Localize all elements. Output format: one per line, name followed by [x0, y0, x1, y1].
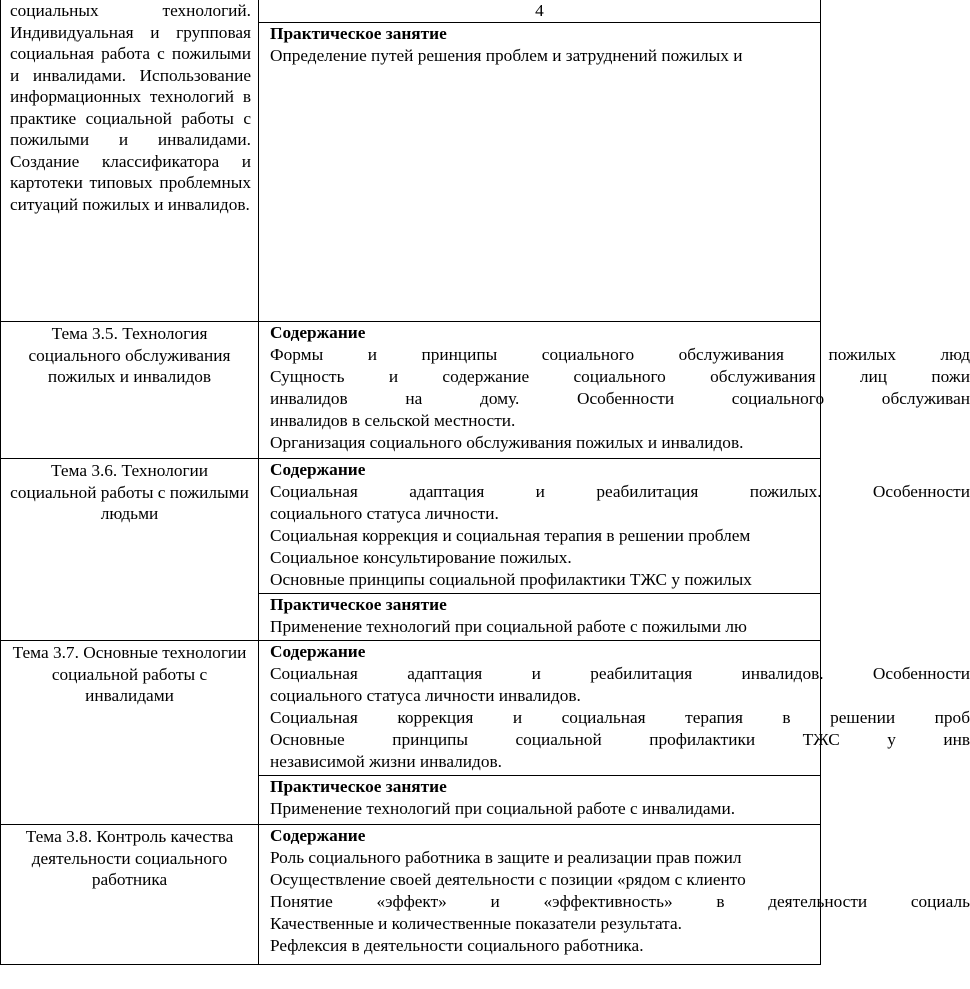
- content-line: Определение путей решения проблем и затруднений пожилых и: [270, 46, 743, 65]
- topic-cell: [1, 641, 259, 825]
- content-line: Осуществление своей деятельности с позиции «рядом с клиенто: [270, 870, 746, 889]
- table-row: [1, 459, 821, 641]
- topic-cell: [1, 825, 259, 965]
- content-line: Применение технологий при социальной работе с инвалидами.: [270, 799, 736, 818]
- content-line: Основные принципы социальной профилактики ТЖС у пожилых: [270, 570, 752, 589]
- content-cell: [259, 459, 970, 641]
- table-row: [1, 641, 821, 825]
- content-block: [259, 22, 820, 69]
- hours-number: 4: [535, 1, 544, 20]
- content-line: Основные принципы социальной профилактики ТЖС у инв: [270, 730, 970, 749]
- block-heading: Практическое занятие: [270, 777, 447, 796]
- content-line: Социальная адаптация и реабилитация пожилых. Особенности: [270, 482, 970, 501]
- content-line: Социальная коррекция и социальная терапия в решении проб: [270, 708, 970, 727]
- topic-cell: [1, 459, 259, 641]
- content-line: Социальная адаптация и реабилитация инвалидов. Особенности: [270, 664, 970, 683]
- content-line: Социальная коррекция и социальная терапия в решении проблем: [270, 526, 751, 545]
- table-row: [1, 0, 821, 322]
- topic-text: Тема 3.5. Технология социального обслуживания пожилых и инвалидов: [28, 324, 231, 386]
- table-row: [1, 825, 821, 965]
- topic-text: Тема 3.6. Технологии социальной работы с пожилыми людьми: [10, 461, 249, 523]
- block-heading: Содержание: [270, 826, 366, 845]
- topic-text: социальных технологий. Индивидуальная и групповая социальная работа с пожилыми и инвалидами. Использование информационных технологий в практике социальной работы с пожилыми и инвалидами. Создание классификатора и картотеки типовых проблемных ситуаций пожилых и инвалидов.: [10, 1, 251, 214]
- content-line: социального статуса личности.: [270, 504, 499, 523]
- content-line: независимой жизни инвалидов.: [270, 752, 502, 771]
- content-line: социального статуса личности инвалидов.: [270, 686, 581, 705]
- content-line: Качественные и количественные показатели результата.: [270, 914, 682, 933]
- topic-text: Тема 3.7. Основные технологии социальной работы с инвалидами: [12, 643, 247, 705]
- topic-cell: [1, 0, 259, 322]
- content-line: Понятие «эффект» и «эффективность» в деятельности социаль: [270, 892, 970, 911]
- block-heading: Содержание: [270, 460, 366, 479]
- content-line: Роль социального работника в защите и реализации прав пожил: [270, 848, 742, 867]
- content-line: инвалидов в сельской местности.: [270, 411, 516, 430]
- content-line: Социальное консультирование пожилых.: [270, 548, 572, 567]
- block-heading: Практическое занятие: [270, 595, 447, 614]
- topic-cell: [1, 322, 259, 459]
- topic-text: Тема 3.8. Контроль качества деятельности социального работника: [25, 827, 234, 889]
- content-cell: [259, 641, 970, 825]
- content-line: Применение технологий при социальной работе с пожилыми лю: [270, 617, 747, 636]
- block-heading: Содержание: [270, 323, 366, 342]
- block-heading: Содержание: [270, 642, 366, 661]
- content-line: Организация социального обслуживания пожилых и инвалидов.: [270, 433, 744, 452]
- content-cell: [259, 0, 821, 322]
- content-block: [259, 593, 820, 640]
- content-line: инвалидов на дому. Особенности социального обслуживан: [270, 389, 970, 408]
- content-block: [259, 775, 820, 822]
- block-heading: Практическое занятие: [270, 24, 447, 43]
- content-line: Сущность и содержание социального обслуживания лиц пожи: [270, 367, 970, 386]
- content-cell: [259, 825, 970, 965]
- table-row: [1, 322, 821, 459]
- content-line: Рефлексия в деятельности социального работника.: [270, 936, 644, 955]
- content-cell: [259, 322, 970, 459]
- content-line: Формы и принципы социального обслуживания пожилых люд: [270, 345, 970, 364]
